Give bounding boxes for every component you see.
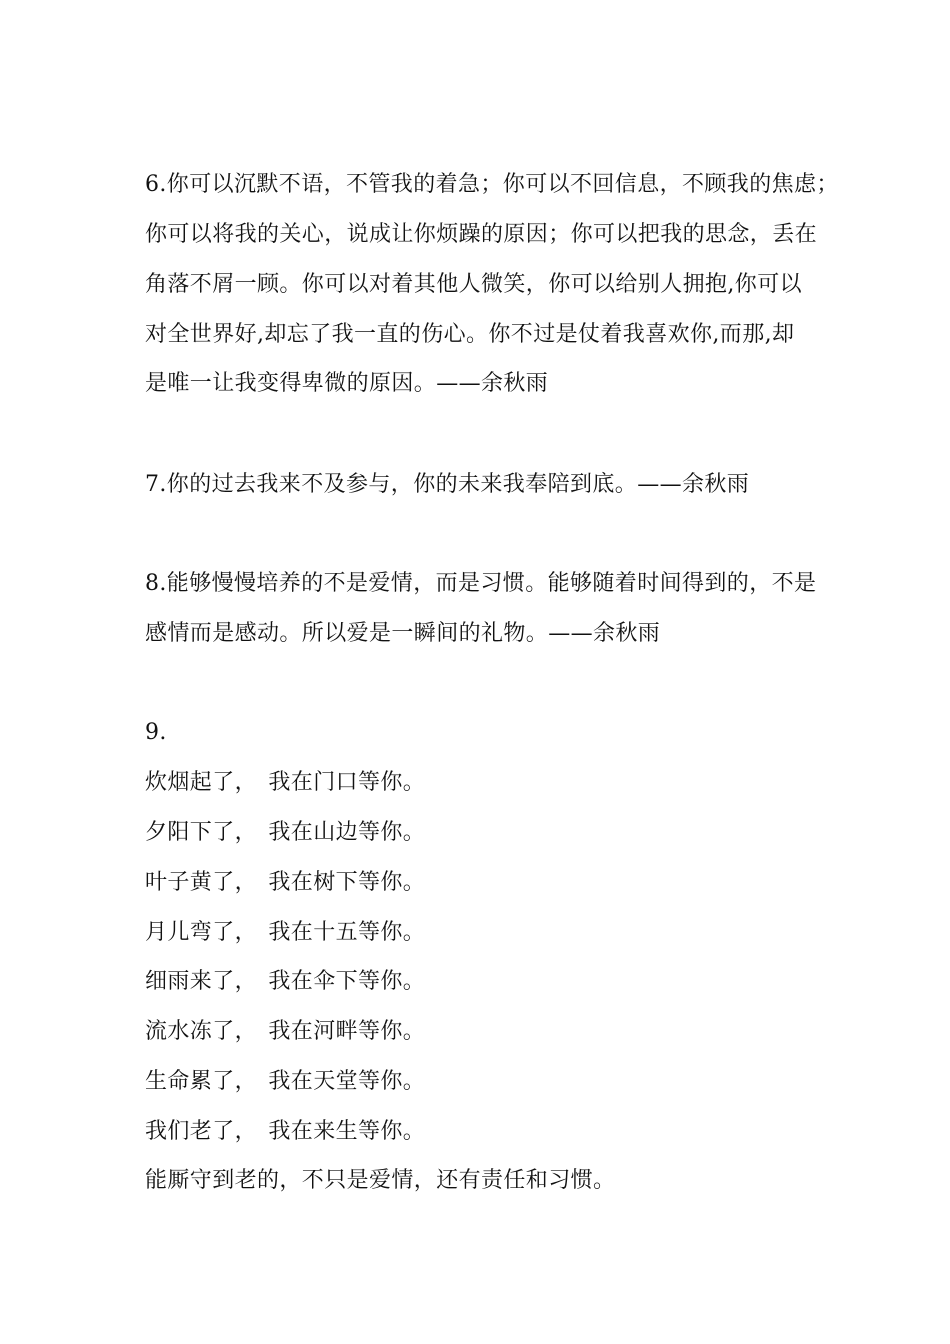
- paragraph-9-number: 9.: [145, 720, 167, 745]
- poem-line-7: 生命累了， 我在天堂等你。: [145, 1069, 426, 1094]
- poem-line-4: 月儿弯了， 我在十五等你。: [145, 920, 426, 945]
- poem-line-1: 炊烟起了， 我在门口等你。: [145, 770, 426, 795]
- paragraph-8-line-1: 8.能够慢慢培养的不是爱情，而是习惯。能够随着时间得到的，不是: [145, 571, 817, 596]
- paragraph-7-line-1: 7.你的过去我来不及参与，你的未来我奉陪到底。——余秋雨: [145, 472, 750, 497]
- poem-line-3: 叶子黄了， 我在树下等你。: [145, 870, 426, 895]
- paragraph-6-line-2: 你可以将我的关心，说成让你烦躁的原因；你可以把我的思念，丢在: [145, 222, 818, 247]
- paragraph-6-line-4: 对全世界好,却忘了我一直的伤心。你不过是仗着我喜欢你,而那,却: [145, 322, 795, 347]
- paragraph-6-line-5: 是唯一让我变得卑微的原因。——余秋雨: [145, 371, 549, 396]
- poem-line-5: 细雨来了， 我在伞下等你。: [145, 969, 426, 994]
- paragraph-6-line-1: 6.你可以沉默不语，不管我的着急；你可以不回信息，不顾我的焦虑；: [145, 172, 839, 197]
- poem-line-6: 流水冻了， 我在河畔等你。: [145, 1019, 426, 1044]
- poem-line-8: 我们老了， 我在来生等你。: [145, 1119, 426, 1144]
- paragraph-8-line-2: 感情而是感动。所以爱是一瞬间的礼物。——余秋雨: [145, 621, 661, 646]
- paragraph-6-line-3: 角落不屑一顾。你可以对着其他人微笑，你可以给别人拥抱,你可以: [145, 272, 802, 297]
- poem-line-2: 夕阳下了， 我在山边等你。: [145, 820, 426, 845]
- closing-line: 能厮守到老的，不只是爱情，还有责任和习惯。: [145, 1168, 616, 1193]
